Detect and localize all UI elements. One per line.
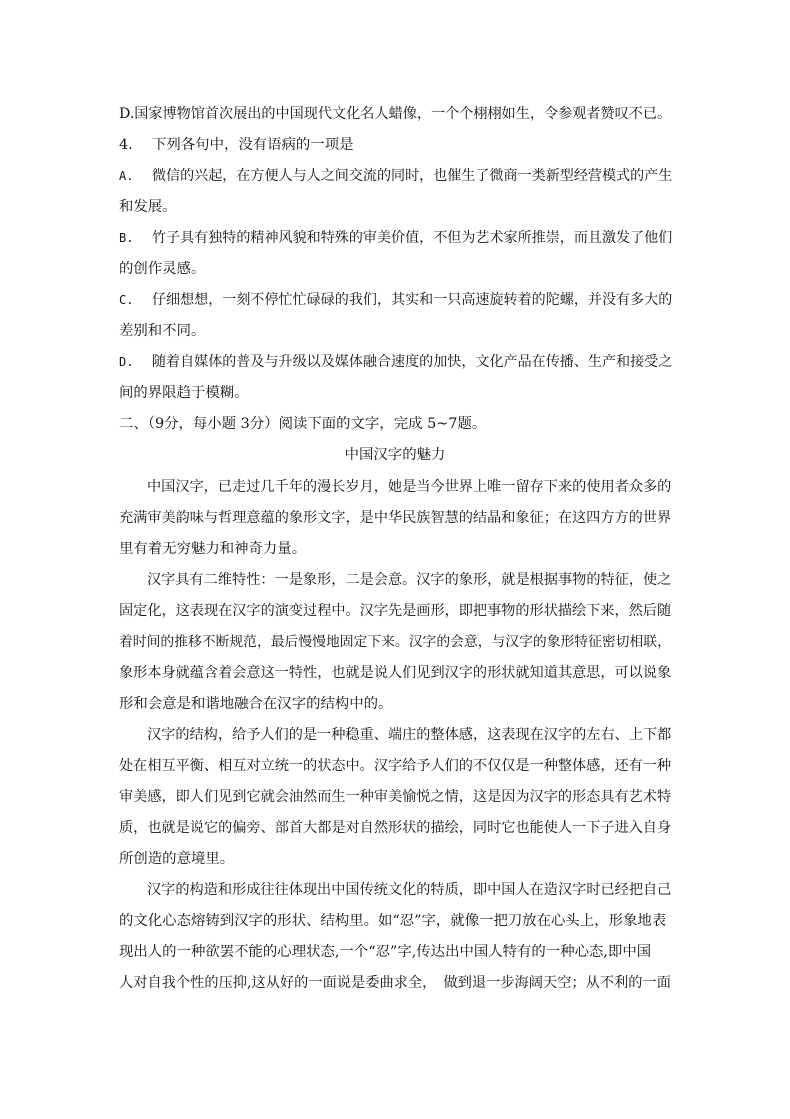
para-3-line-3: 审美感，即人们见到它就会油然而生一种审美愉悦之情，这是因为汉字的形态具有艺术特: [119, 789, 672, 805]
option-d-line-1: [119, 352, 672, 372]
option-d-q3: D.国家博物馆首次展出的中国现代文化名人蜡像，一个个栩栩如生，令参观者赞叹不已。: [119, 106, 672, 122]
option-c-line-1: [119, 290, 672, 310]
question-4: [119, 135, 353, 155]
para-1-line-2: 充满审美韵味与哲理意蕴的象形文字，是中华民族智慧的结晶和象征；在这四方方的世界: [119, 510, 672, 526]
para-3-line-4: 质，也就是说它的偏旁、部首大都是对自然形状的描绘，同时它也能使人一下子进入自身: [119, 820, 672, 836]
para-2-line-4: 象形本身就蕴含着会意这一特性，也就是说人们见到汉字的形状就知道其意思，可以说象: [119, 665, 672, 681]
option-d-line-2: 间的界限趋于模糊。: [119, 385, 249, 401]
para-1-line-1: 中国汉字，已走过几千年的漫长岁月，她是当今世界上唯一留存下来的使用者众多的: [147, 479, 672, 495]
para-3-line-2: 处在相互平衡、相互对立统一的状态中。汉字给予人们的不仅仅是一种整体感，还有一种: [119, 758, 672, 774]
option-a-line-2: 和发展。: [119, 199, 177, 215]
para-1-line-3: 里有着无穷魅力和神奇力量。: [119, 541, 307, 557]
option-a-line-1: [119, 166, 672, 186]
para-3-line-5: 所创造的意境里。: [119, 851, 235, 867]
para-2-line-1: 汉字具有二维特性：一是象形，二是会意。汉字的象形，就是根据事物的特征，使之: [147, 572, 672, 588]
para-3-line-1: 汉字的结构，给予人们的是一种稳重、端庄的整体感，这表现在汉字的左右、上下都: [147, 727, 672, 743]
para-4-line-2: 的文化心态熔铸到汉字的形状、结构里。如“忍”字，就像一把刀放在心头上，形象地表: [119, 913, 667, 929]
option-b-label: B.: [119, 231, 134, 245]
article-title: 中国汉字的魅力: [344, 447, 446, 463]
para-4-line-1: 汉字的构造和形成往往体现出中国传统文化的特质，即中国人在造汉字时已经把自己: [147, 882, 672, 898]
option-b-line-1: [119, 228, 672, 248]
para-2-line-3: 着时间的推移不断规范，最后慢慢地固定下来。汉字的会意，与汉字的象形特征密切相联，: [119, 634, 671, 650]
option-c-label: C.: [119, 293, 134, 307]
question-4-stem: 下列各句中，没有语病的一项是: [152, 137, 354, 153]
para-4-line-3: 现出人的一种欲罢不能的心理状态,一个“忍”字,传达出中国人特有的一种心态,即中国: [119, 944, 652, 960]
option-a-text-1: 微信的兴起，在方便人与人之间交流的同时，也催生了微商一类新型经营模式的产生: [152, 168, 673, 184]
question-4-number: 4.: [119, 137, 133, 153]
para-2-line-5: 形和会意是和谐地融合在汉字的结构中的。: [119, 696, 393, 712]
option-c-line-2: 差别和不同。: [119, 323, 206, 339]
option-d-label: D.: [119, 355, 134, 369]
option-b-line-2: 的创作灵感。: [119, 261, 206, 277]
para-2-line-2: 固定化，这表现在汉字的演变过程中。汉字先是画形，即把事物的形状描绘下来，然后随: [119, 603, 672, 619]
option-a-label: A.: [119, 169, 134, 183]
para-4-line-4: 人对自我个性的压抑,这从好的一面说是委曲求全， 做到退一步海阔天空；从不利的一面: [119, 975, 671, 991]
option-b-text-1: 竹子具有独特的精神风貌和特殊的审美价值，不但为艺术家所推崇，而且激发了他们: [152, 230, 673, 246]
section-2-heading: 二、（9分，每小题 3分）阅读下面的文字，完成 5~7题。: [119, 416, 487, 432]
option-c-text-1: 仔细想想，一刻不停忙忙碌碌的我们，其实和一只高速旋转着的陀螺，并没有多大的: [152, 292, 673, 308]
option-d-text-1: 随着自媒体的普及与升级以及媒体融合速度的加快，文化产品在传播、生产和接受之: [152, 354, 673, 370]
